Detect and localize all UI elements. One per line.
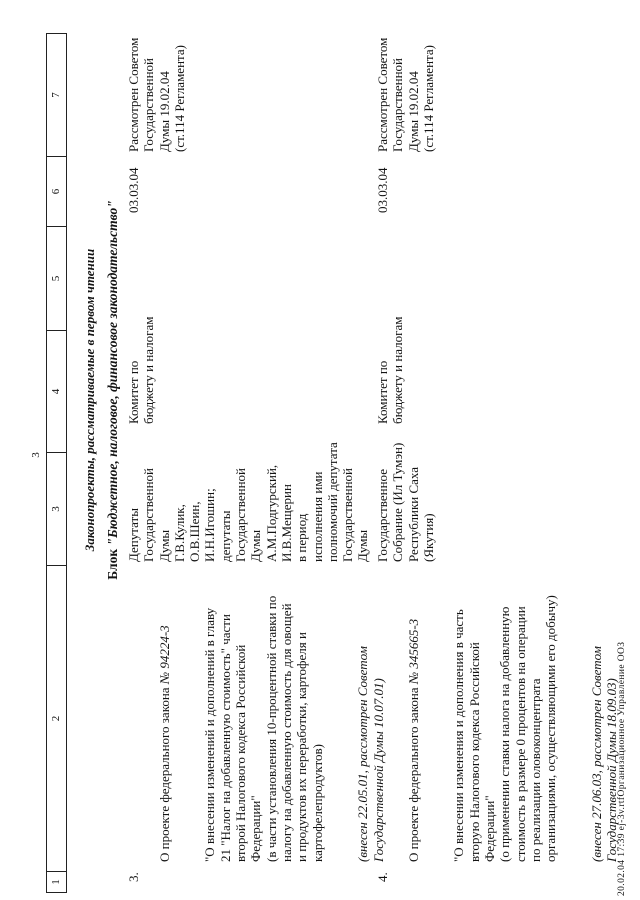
bill-intro: О проекте федерального закона bbox=[156, 684, 172, 862]
bill-status: (внесен 22.05.01, рассмотрен Советом Государственной Думы 10.07.01) bbox=[355, 646, 386, 862]
bill-title: "О внесении изменения и дополнения в часть вторую Налогового кодекса Российской Федерации" (о применении ставки налога на добавленную стоимость в размере 0 процентов на операции по реализации оловоконцентрата организациями, осуществляющими его добычу) bbox=[451, 595, 559, 862]
column-number-4: 4 bbox=[47, 331, 66, 453]
responsible-committee: Комитет по бюджету и налогам bbox=[126, 316, 157, 424]
bill-intro-line bbox=[157, 596, 172, 862]
block-label: Блок bbox=[105, 548, 120, 580]
column-number-6: 6 bbox=[47, 157, 66, 227]
responsible-committee: Комитет по бюджету и налогам bbox=[375, 316, 406, 424]
page-number: 3 bbox=[30, 452, 42, 458]
bill-intro-line bbox=[406, 595, 421, 862]
consideration-date: 03.03.04 bbox=[375, 167, 390, 213]
table-header-row bbox=[46, 33, 67, 893]
column-number-5: 5 bbox=[47, 227, 66, 331]
section-title: Законопроекты, рассматриваемые в первом чтении bbox=[82, 248, 97, 552]
bill-intro: О проекте федерального закона bbox=[405, 684, 421, 862]
row-note: Рассмотрен Советом Государственной Думы 19.02.04 (ст.114 Регламента) bbox=[375, 37, 436, 152]
bill-title: "О внесении изменений и дополнений в главу 21 "Налог на добавленную стоимость" части второй Налогового кодекса Российской Федерации" (в части установления 10-процентной ставки по налогу на добавленную стоимость для овощей и продуктов их переработки, картофеля и картофелепродуктов) bbox=[202, 595, 325, 862]
row-note: Рассмотрен Советом Государственной Думы 19.02.04 (ст.114 Регламента) bbox=[126, 37, 187, 152]
row-number: 4. bbox=[375, 872, 390, 882]
bill-number: № 345665-3 bbox=[405, 618, 421, 685]
consideration-date: 03.03.04 bbox=[126, 167, 141, 213]
bill-initiator: Государственное Собрание (Ил Тумэн) Республики Саха (Якутия) bbox=[375, 442, 436, 562]
column-number-7: 7 bbox=[47, 34, 66, 157]
column-number-1: 1 bbox=[50, 879, 62, 885]
document-footer: 20.02.04 17:39 ej-3v.rtfОрганизационное Управление ООЗ bbox=[617, 641, 627, 896]
table-row bbox=[126, 0, 386, 900]
bill-description bbox=[375, 595, 640, 862]
row-number: 3. bbox=[126, 872, 141, 882]
bill-initiator: Депутаты Государственной Думы Г.В.Кулик, О.В.Шеин, И.Н.Игошин; депутаты Государственной Думы А.М.Подгурский, И.В.Мещерин в период исполнения ими полномочий депутата Государственной Думы bbox=[126, 442, 371, 562]
bill-description bbox=[126, 596, 417, 862]
table-row bbox=[375, 0, 620, 900]
bill-status: (внесен 27.06.03, рассмотрен Советом Государственной Думы 18.09.03) bbox=[589, 646, 620, 862]
column-number-3: 3 bbox=[47, 453, 66, 566]
block-name: "Бюджетное, налоговое, финансовое законодательство" bbox=[105, 200, 120, 546]
column-number-2: 2 bbox=[47, 566, 66, 872]
block-title bbox=[105, 200, 121, 579]
bill-number: № 94224-3 bbox=[156, 625, 172, 685]
